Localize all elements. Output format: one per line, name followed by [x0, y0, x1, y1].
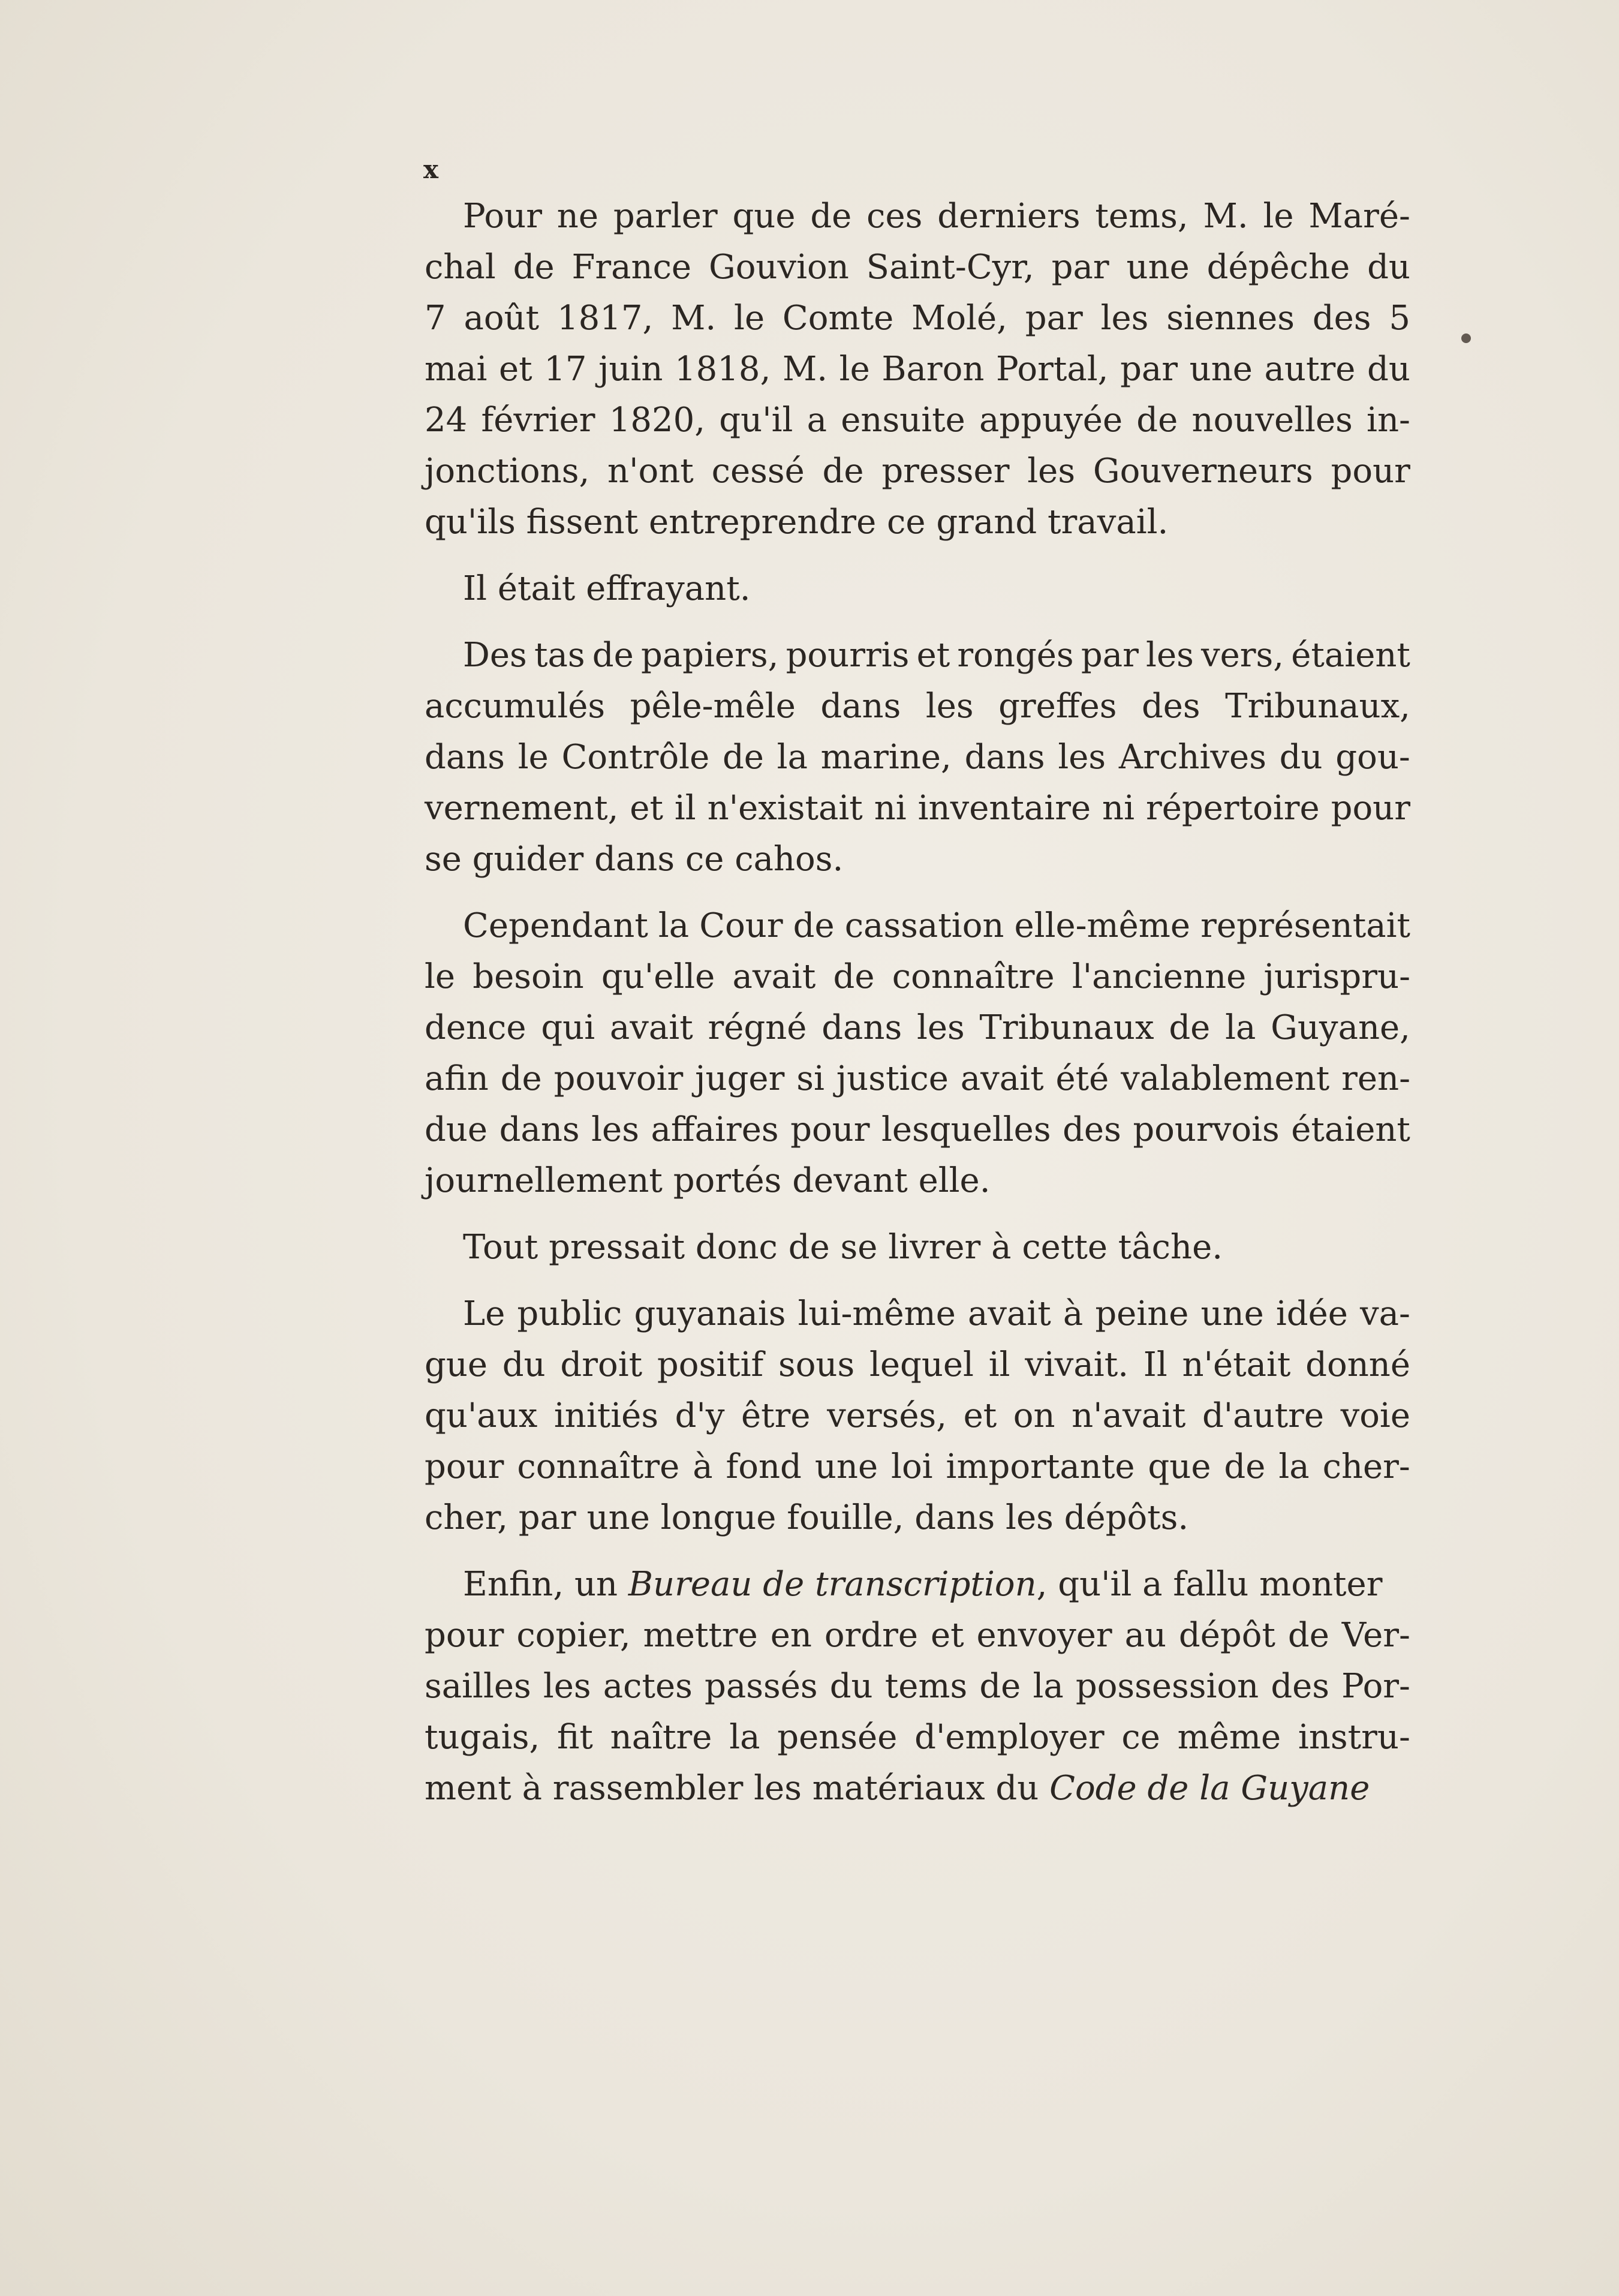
word: possession: [1075, 1667, 1259, 1706]
word: derniers: [937, 197, 1081, 236]
word: une: [1189, 350, 1253, 389]
word: dans: [499, 1110, 580, 1149]
word: pourris: [786, 636, 910, 675]
word: par: [1081, 636, 1139, 675]
word: connaître: [517, 1447, 680, 1486]
word: appuyée: [979, 401, 1123, 440]
word: gue: [425, 1345, 488, 1384]
word: papiers,: [640, 636, 779, 675]
word: ni: [874, 789, 907, 828]
text-line: Tout pressait donc de se livrer à cette tâche.: [463, 1228, 1223, 1267]
word: vivait.: [1025, 1345, 1129, 1384]
word: connaître: [892, 957, 1055, 996]
word: lui-même: [798, 1294, 956, 1333]
word: d'employer: [914, 1718, 1105, 1757]
word: va-: [1359, 1294, 1410, 1333]
word: de: [822, 452, 864, 491]
word: positif: [657, 1345, 764, 1384]
word: de: [793, 906, 835, 945]
word: étaient: [1291, 636, 1410, 675]
word: afin: [425, 1059, 489, 1098]
body-text: [425, 191, 1410, 1814]
word: au: [1124, 1616, 1167, 1655]
word: versés,: [827, 1396, 947, 1435]
italic-title: Code de la Guyane: [1049, 1769, 1370, 1808]
word: juin: [598, 350, 663, 389]
word: presser: [881, 452, 1010, 491]
word: parler: [613, 197, 718, 236]
word: pensée: [777, 1718, 898, 1757]
word: pour: [425, 1447, 504, 1486]
word: le: [734, 299, 765, 338]
paragraph: [425, 1222, 1410, 1273]
word: dans: [425, 738, 505, 777]
text-line: ment à rassembler les matériaux du Code de la Guyane: [425, 1769, 1370, 1808]
text-line: Il était effrayant.: [463, 569, 751, 608]
word: Cour: [699, 906, 783, 945]
word: idée: [1275, 1294, 1348, 1333]
word: d'autre: [1202, 1396, 1325, 1435]
word: avait: [609, 1008, 693, 1047]
text-line: [425, 242, 1410, 293]
paragraph: [425, 1288, 1410, 1543]
word: ren-: [1341, 1059, 1410, 1098]
word: M.: [1203, 197, 1248, 236]
word: initiés: [553, 1396, 659, 1435]
word: n'ont: [607, 452, 694, 491]
text-line: [425, 630, 1410, 681]
word: dence: [425, 1008, 526, 1047]
word: pourvois: [1133, 1110, 1280, 1149]
word: guyanais: [634, 1294, 786, 1333]
word: lesquelles: [881, 1110, 1051, 1149]
text-line: [425, 1610, 1410, 1661]
word: de: [833, 957, 875, 996]
word: avait: [967, 1294, 1051, 1333]
text-line: [425, 1288, 1410, 1339]
word: Cependant: [463, 906, 648, 945]
word: 1818,: [675, 350, 771, 389]
word: autre: [1264, 350, 1356, 389]
text-line: [425, 732, 1410, 783]
word: de: [1287, 1616, 1329, 1655]
ink-smudge: [1461, 333, 1471, 343]
word: la: [777, 738, 808, 777]
text-line: [425, 1339, 1410, 1390]
word: Il: [1143, 1345, 1167, 1384]
word: des: [1063, 1110, 1121, 1149]
text-line: [425, 344, 1410, 395]
word: instru-: [1298, 1718, 1410, 1757]
word: 24: [425, 401, 468, 440]
word: Comte: [782, 299, 894, 338]
word: tems,: [1095, 197, 1188, 236]
word: des: [1271, 1667, 1330, 1706]
word: chal: [425, 248, 496, 287]
word: la: [658, 906, 690, 945]
word: il: [674, 789, 696, 828]
word: sous: [778, 1345, 855, 1384]
word: naître: [610, 1718, 712, 1757]
text-line: [425, 900, 1410, 951]
word: le: [517, 738, 549, 777]
word: qu'elle: [601, 957, 715, 996]
word: pouvoir: [553, 1059, 684, 1098]
word: on: [1013, 1396, 1055, 1435]
word: ensuite: [841, 401, 965, 440]
word: Maré-: [1308, 197, 1410, 236]
paragraph: [425, 563, 1410, 614]
word: a: [807, 401, 827, 440]
word: de: [722, 738, 764, 777]
word: ni: [1102, 789, 1135, 828]
word: du: [502, 1345, 546, 1384]
word: 5: [1389, 299, 1410, 338]
word: dans: [964, 738, 1045, 777]
paragraph: [425, 900, 1410, 1206]
word: le: [1263, 197, 1294, 236]
word: les: [591, 1110, 639, 1149]
word: du: [1367, 350, 1410, 389]
word: étaient: [1291, 1110, 1410, 1149]
word: la: [729, 1718, 760, 1757]
word: et: [963, 1396, 997, 1435]
word: sailles: [425, 1667, 531, 1706]
word: les: [1027, 452, 1076, 491]
word: avait: [732, 957, 816, 996]
word: régné: [708, 1008, 807, 1047]
word: pour: [425, 1616, 504, 1655]
word: fit: [557, 1718, 593, 1757]
word: fond: [726, 1447, 802, 1486]
word: en: [770, 1616, 812, 1655]
word: les: [1058, 738, 1106, 777]
word: Baron: [881, 350, 985, 389]
word: Pour: [463, 197, 542, 236]
word: dans: [821, 1008, 902, 1047]
word: d'y: [675, 1396, 725, 1435]
word: rongés: [957, 636, 1074, 675]
text-line: journellement portés devant elle.: [425, 1161, 991, 1200]
word: ordre: [824, 1616, 919, 1655]
word: l'ancienne: [1072, 957, 1247, 996]
word: tas: [534, 636, 585, 675]
word: public: [517, 1294, 622, 1333]
text-line: [425, 446, 1410, 497]
word: Saint-Cyr,: [866, 248, 1034, 287]
word: de: [592, 636, 634, 675]
word: de: [1136, 401, 1178, 440]
word: et: [630, 789, 663, 828]
word: les: [925, 687, 974, 726]
text-line: Enfin, un Bureau de transcription, qu'il a fallu monter: [463, 1565, 1383, 1604]
word: lequel: [869, 1345, 974, 1384]
word: due: [425, 1110, 488, 1149]
word: à: [693, 1447, 713, 1486]
text-line: [425, 395, 1410, 446]
word: être: [741, 1396, 811, 1435]
word: les: [543, 1667, 591, 1706]
word: elle-même: [1014, 906, 1191, 945]
text-line: [425, 783, 1410, 834]
word: n'était: [1182, 1345, 1291, 1384]
word: Gouvion: [708, 248, 849, 287]
word: le: [425, 957, 456, 996]
word: des: [1312, 299, 1371, 338]
word: pour: [1331, 452, 1410, 491]
word: du: [1367, 248, 1410, 287]
word: France: [571, 248, 692, 287]
word: actes: [603, 1667, 693, 1706]
word: greffes: [998, 687, 1117, 726]
word: juger: [695, 1059, 785, 1098]
word: août: [464, 299, 540, 338]
word: dépôt: [1178, 1616, 1275, 1655]
word: donné: [1305, 1345, 1410, 1384]
paragraph: [425, 630, 1410, 885]
word: besoin: [473, 957, 584, 996]
word: Le: [463, 1294, 505, 1333]
word: Portal,: [995, 350, 1109, 389]
word: que: [732, 197, 796, 236]
word: inventaire: [917, 789, 1091, 828]
word: répertoire: [1145, 789, 1320, 828]
word: pêle-mêle: [630, 687, 796, 726]
word: 7: [425, 299, 446, 338]
word: importante: [946, 1447, 1135, 1486]
word: Guyane,: [1271, 1008, 1410, 1047]
word: affaires: [651, 1110, 779, 1149]
paragraph: [425, 191, 1410, 548]
word: le: [839, 350, 870, 389]
word: avait: [960, 1059, 1044, 1098]
text-line: [425, 1002, 1410, 1053]
word: Por-: [1341, 1667, 1410, 1706]
word: vers,: [1201, 636, 1284, 675]
word: passés: [705, 1667, 818, 1706]
word: tems: [884, 1667, 968, 1706]
word: nouvelles: [1191, 401, 1353, 440]
word: dépêche: [1206, 248, 1350, 287]
word: Archives: [1118, 738, 1266, 777]
word: tugais,: [425, 1718, 540, 1757]
word: M.: [782, 350, 828, 389]
word: de: [1169, 1008, 1211, 1047]
word: mai: [425, 350, 487, 389]
word: par: [1025, 299, 1083, 338]
word: du: [1279, 738, 1323, 777]
word: si: [796, 1059, 824, 1098]
italic-title: Bureau de transcription: [628, 1565, 1037, 1604]
word: envoyer: [976, 1616, 1112, 1655]
word: valablement: [1121, 1059, 1330, 1098]
text-line: [425, 1053, 1410, 1104]
word: il: [988, 1345, 1010, 1384]
word: été: [1055, 1059, 1109, 1098]
word: Ver-: [1341, 1616, 1410, 1655]
text-line: [425, 293, 1410, 344]
word: pour: [1331, 789, 1410, 828]
word: Contrôle: [561, 738, 710, 777]
word: du: [829, 1667, 873, 1706]
text-line: [425, 191, 1410, 242]
word: gou-: [1335, 738, 1410, 777]
word: les: [1146, 636, 1194, 675]
text-line: [425, 681, 1410, 732]
word: la: [1033, 1667, 1064, 1706]
page-number: x: [423, 155, 439, 184]
word: mettre: [643, 1616, 758, 1655]
word: de: [810, 197, 852, 236]
word: M.: [671, 299, 717, 338]
word: n'avait: [1072, 1396, 1186, 1435]
word: la: [1225, 1008, 1256, 1047]
word: de: [979, 1667, 1021, 1706]
word: dans: [820, 687, 901, 726]
word: les: [916, 1008, 965, 1047]
word: droit: [560, 1345, 643, 1384]
word: Tribunaux,: [1225, 687, 1410, 726]
text-line: [425, 951, 1410, 1002]
word: 1820,: [609, 401, 706, 440]
word: ne: [556, 197, 598, 236]
word: de: [500, 1059, 542, 1098]
word: et: [930, 1616, 964, 1655]
word: Des: [463, 636, 527, 675]
word: n'existait: [707, 789, 863, 828]
word: cher-: [1322, 1447, 1410, 1486]
word: représentait: [1200, 906, 1410, 945]
word: qu'il: [719, 401, 793, 440]
word: copier,: [516, 1616, 631, 1655]
word: 17: [544, 350, 587, 389]
word: la: [1278, 1447, 1310, 1486]
word: de: [513, 248, 555, 287]
word: les: [1100, 299, 1149, 338]
word: pour: [790, 1110, 870, 1149]
word: Molé,: [911, 299, 1007, 338]
text-line: [425, 1390, 1410, 1441]
text-line: [425, 1712, 1410, 1763]
word: in-: [1367, 401, 1410, 440]
word: même: [1177, 1718, 1281, 1757]
word: une: [814, 1447, 878, 1486]
text-line: [425, 1661, 1410, 1712]
paragraph: [425, 1559, 1410, 1814]
word: marine,: [820, 738, 952, 777]
word: Gouverneurs: [1093, 452, 1313, 491]
word: de: [1224, 1447, 1266, 1486]
word: justice: [836, 1059, 949, 1098]
word: une: [1200, 1294, 1264, 1333]
word: et: [916, 636, 950, 675]
text-line: cher, par une longue fouille, dans les dépôts.: [425, 1498, 1189, 1537]
text-line: [425, 1441, 1410, 1492]
word: qu'aux: [425, 1396, 538, 1435]
word: que: [1148, 1447, 1211, 1486]
word: cassation: [844, 906, 1004, 945]
word: une: [1126, 248, 1190, 287]
word: Tribunaux: [979, 1008, 1154, 1047]
word: février: [481, 401, 595, 440]
word: par: [1120, 350, 1178, 389]
word: et: [498, 350, 532, 389]
word: jonctions,: [425, 452, 590, 491]
word: par: [1051, 248, 1109, 287]
word: des: [1141, 687, 1200, 726]
word: ce: [1121, 1718, 1160, 1757]
word: ces: [866, 197, 923, 236]
word: voie: [1340, 1396, 1410, 1435]
word: peine: [1095, 1294, 1189, 1333]
word: cessé: [711, 452, 805, 491]
word: à: [1063, 1294, 1084, 1333]
word: qui: [541, 1008, 595, 1047]
word: 1817,: [556, 299, 654, 338]
word: loi: [891, 1447, 933, 1486]
word: jurispru-: [1263, 957, 1410, 996]
word: vernement,: [425, 789, 619, 828]
text-line: [425, 1104, 1410, 1155]
text-line: qu'ils fissent entreprendre ce grand travail.: [425, 503, 1169, 542]
text-line: se guider dans ce cahos.: [425, 840, 844, 879]
word: accumulés: [425, 687, 606, 726]
word: siennes: [1166, 299, 1295, 338]
